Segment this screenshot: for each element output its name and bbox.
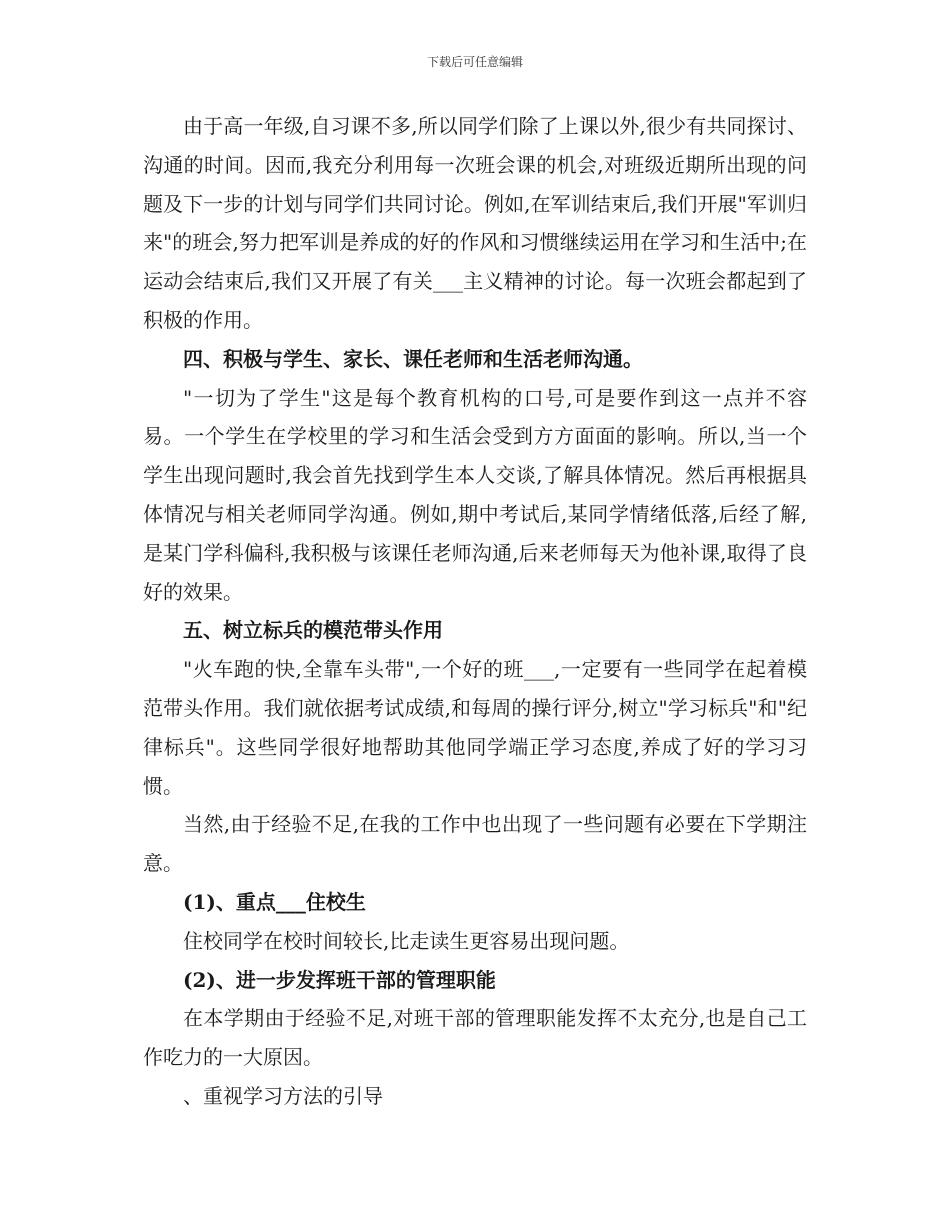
paragraph-problems: 当然,由于经验不足,在我的工作中也出现了一些问题有必要在下学期注意。 — [143, 812, 807, 876]
page-header-note: 下载后可任意编辑 — [426, 55, 523, 69]
paragraph-communication: "一切为了学生"这是每个教育机构的口号,可是要作到这一点并不容易。一个学生在学校里的学习和生活会受到方方面面的影响。所以,当一个学生出现问题时,我会首先找到学生本人交谈,了解具体情况。然后再根据具体情况与相关老师同学沟通。例如,期中考试后,某同学情绪低落,后经了解,是某门学科偏科,我积极与该课任老师沟通,后来老师每天为他补课,取得了良好的效果。 — [143, 385, 807, 604]
paragraph-class-cadres: 在本学期由于经验不足,对班干部的管理职能发挥不太充分,也是自己工作吃力的一大原因。 — [143, 1006, 807, 1070]
paragraph-class-meetings: 由于高一年级,自习课不多,所以同学们除了上课以外,很少有共同探讨、沟通的时间。因而,我充分利用每一次班会课的机会,对班级近期所出现的问题及下一步的计划与同学们共同讨论。例如,在军训结束后,我们开展"军训归来"的班会,努力把军训是养成的好的作风和习惯继续运用在学习和生活中;在运动会结束后,我们又开展了有关___主义精神的讨论。每一次班会都起到了积极的作用。 — [143, 114, 807, 332]
document-body — [143, 107, 807, 1116]
section-heading-role-models: 五、树立标兵的模范带头作用 — [183, 618, 443, 643]
section-heading-communication: 四、积极与学生、家长、课任老师和生活老师沟通。 — [183, 346, 643, 371]
paragraph-role-models: "火车跑的快,全靠车头带",一个好的班___,一定要有一些同学在起着模范带头作用。我们就依据考试成绩,和每周的操行评分,树立"学习标兵"和"纪律标兵"。这些同学很好地帮助其他同学端正学习态度,养成了好的学习习惯。 — [143, 657, 807, 798]
subheading-class-cadres: (2)、进一步发挥班干部的管理职能 — [183, 967, 496, 992]
paragraph-study-methods: 、重视学习方法的引导 — [183, 1083, 383, 1108]
subheading-boarding-students: (1)、重点___住校生 — [183, 889, 366, 914]
paragraph-boarding-students: 住校同学在校时间较长,比走读生更容易出现问题。 — [183, 928, 630, 953]
